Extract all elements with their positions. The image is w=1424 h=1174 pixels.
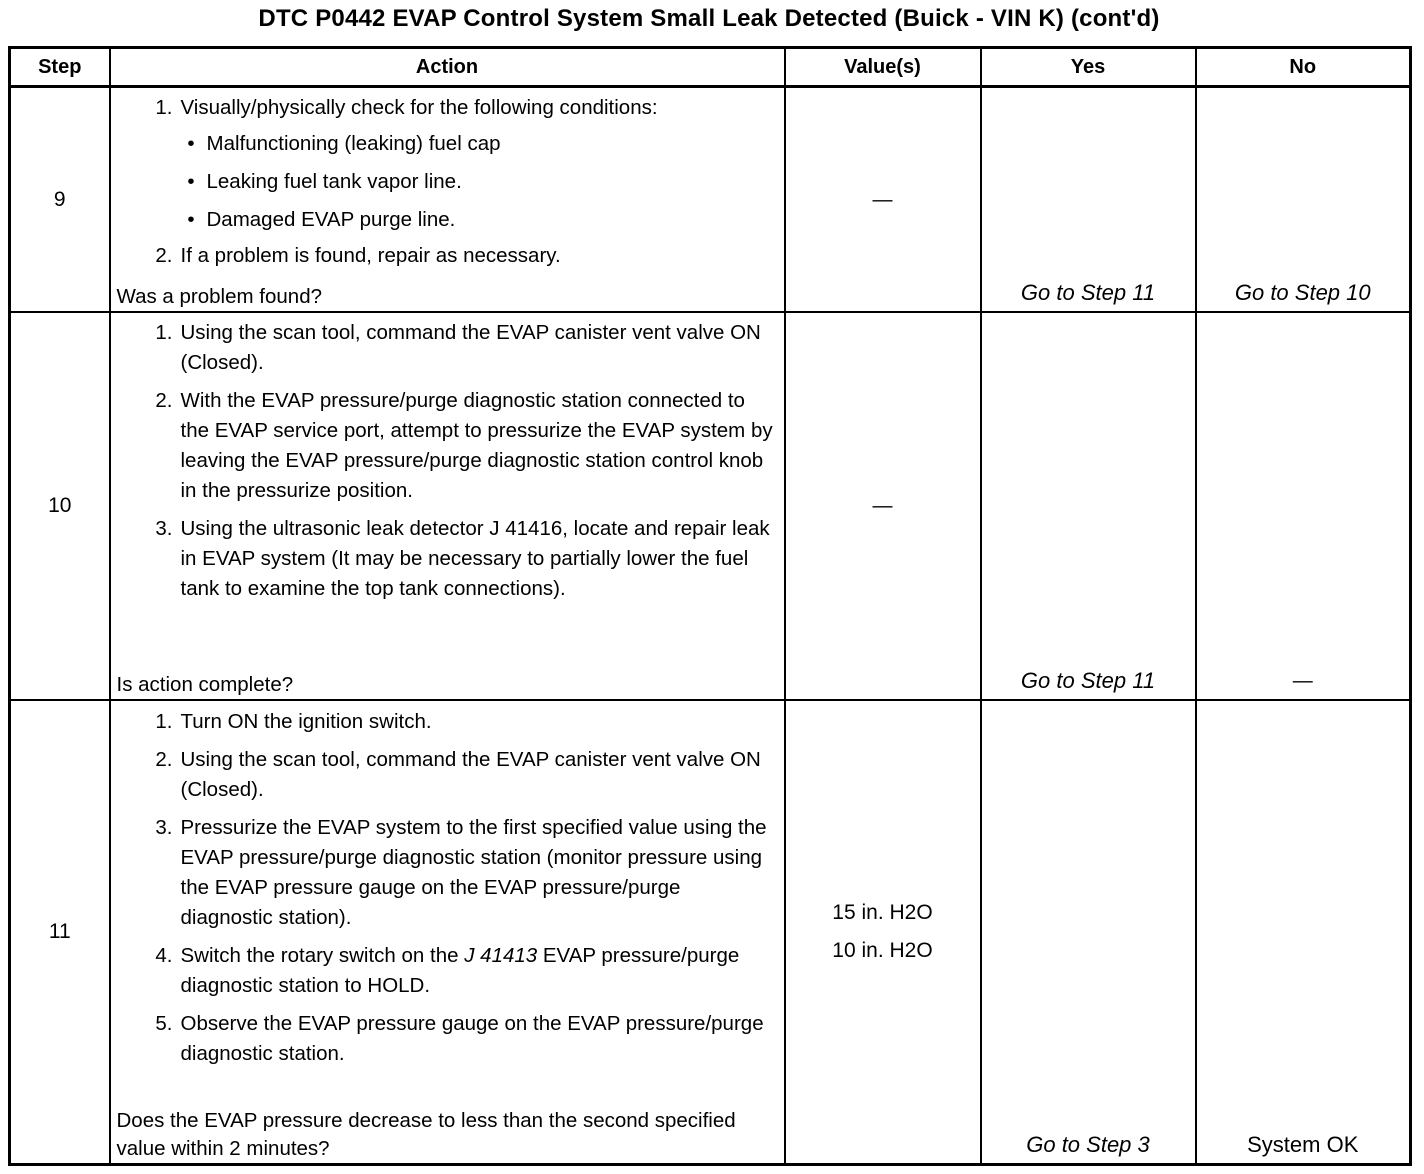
bullet-icon: •	[187, 170, 195, 193]
diagnostic-table	[8, 46, 1412, 1166]
action-question: Does the EVAP pressure decrease to less than the second specified value within 2 minutes?	[116, 1109, 736, 1160]
action-number: 3.	[155, 517, 173, 540]
values-cell	[785, 700, 981, 1165]
bullet-item	[111, 125, 784, 163]
step-number: 10	[10, 312, 110, 700]
action-number: 2.	[155, 389, 173, 412]
action-question: Is action complete?	[116, 673, 294, 696]
yes-goto: Go to Step 11	[1020, 668, 1156, 693]
step-number: 11	[10, 700, 110, 1165]
action-text: Using the scan tool, command the EVAP canister vent valve ON (Closed).	[180, 321, 761, 374]
action-item	[111, 514, 776, 604]
action-cell	[110, 312, 785, 700]
header-values: Value(s)	[785, 48, 981, 87]
action-text: Using the scan tool, command the EVAP canister vent valve ON (Closed).	[180, 748, 761, 801]
no-cell	[1196, 87, 1411, 313]
value-second: 10 in. H2O	[832, 939, 933, 962]
action-number: 1.	[155, 710, 173, 733]
action-cell	[110, 700, 785, 1165]
yes-cell	[981, 700, 1196, 1165]
action-text: Observe the EVAP pressure gauge on the EVAP pressure/purge diagnostic station.	[180, 1012, 764, 1065]
action-text	[181, 941, 776, 1001]
action-text-part: EVAP pressure/purge diagnostic station to HOLD.	[180, 944, 740, 997]
action-item	[111, 745, 776, 805]
action-cell	[110, 87, 785, 313]
yes-cell	[981, 87, 1196, 313]
action-number: 2.	[155, 748, 173, 771]
no-dash: —	[1292, 670, 1313, 692]
step-number: 9	[10, 87, 110, 313]
header-no: No	[1196, 48, 1411, 87]
action-item	[111, 93, 776, 123]
header-action: Action	[110, 48, 785, 87]
action-item	[111, 941, 776, 1001]
yes-goto: Go to Step 11	[1020, 280, 1156, 305]
bullet-text: Malfunctioning (leaking) fuel cap	[206, 132, 501, 155]
action-text: If a problem is found, repair as necessary.	[180, 244, 561, 267]
bullet-text: Leaking fuel tank vapor line.	[206, 170, 462, 193]
action-text: Visually/physically check for the following conditions:	[180, 96, 658, 119]
action-text: With the EVAP pressure/purge diagnostic station connected to the EVAP service port, attempt to pressurize the EVAP system by leaving the EVAP pressure/purge diagnostic station control knob in the pressurize position.	[180, 389, 773, 502]
no-cell	[1196, 700, 1411, 1165]
action-number: 1.	[155, 321, 173, 344]
table-row-step-10	[10, 312, 1411, 700]
yes-goto: Go to Step 3	[1026, 1132, 1150, 1157]
bullet-icon: •	[187, 132, 195, 155]
no-goto: Go to Step 10	[1234, 280, 1371, 305]
action-item	[111, 813, 776, 933]
action-text-part: Switch the rotary switch on the	[180, 944, 465, 967]
bullet-item	[111, 201, 784, 239]
value-first: 15 in. H2O	[832, 901, 933, 924]
no-result: System OK	[1247, 1132, 1359, 1157]
no-cell	[1196, 312, 1411, 700]
action-number: 2.	[155, 244, 173, 267]
bullet-item	[111, 163, 784, 201]
yes-cell	[981, 312, 1196, 700]
action-number: 4.	[155, 944, 173, 967]
header-step: Step	[10, 48, 110, 87]
header-yes: Yes	[981, 48, 1196, 87]
action-number: 3.	[155, 816, 173, 839]
action-number: 1.	[155, 96, 173, 119]
bullet-text: Damaged EVAP purge line.	[206, 208, 456, 231]
table-row-step-11	[10, 700, 1411, 1165]
tool-number: J 41413	[464, 944, 538, 967]
value-dash: —	[872, 188, 893, 211]
table-header-row	[10, 48, 1411, 87]
action-text: Pressurize the EVAP system to the first specified value using the EVAP pressure/purge diagnostic station (monitor pressure using the EVAP pressure gauge on the EVAP pressure/purge diagnostic station).	[180, 816, 767, 929]
action-number: 5.	[155, 1012, 173, 1035]
action-item	[111, 386, 776, 506]
value-dash: —	[872, 495, 893, 517]
bullet-icon: •	[187, 208, 195, 231]
page-title: DTC P0442 EVAP Control System Small Leak Detected (Buick - VIN K) (cont'd)	[258, 5, 1160, 32]
action-item	[111, 318, 776, 378]
action-text: Turn ON the ignition switch.	[180, 710, 432, 733]
action-item	[111, 241, 776, 271]
values-cell	[785, 312, 981, 700]
action-question: Was a problem found?	[116, 285, 322, 308]
values-cell	[785, 87, 981, 313]
table-row-step-9	[10, 87, 1411, 313]
action-item	[111, 707, 776, 737]
action-text: Using the ultrasonic leak detector J 41416, locate and repair leak in EVAP system (It may be necessary to partially lower the fuel tank to examine the top tank connections).	[180, 517, 770, 600]
action-item	[111, 1009, 776, 1069]
